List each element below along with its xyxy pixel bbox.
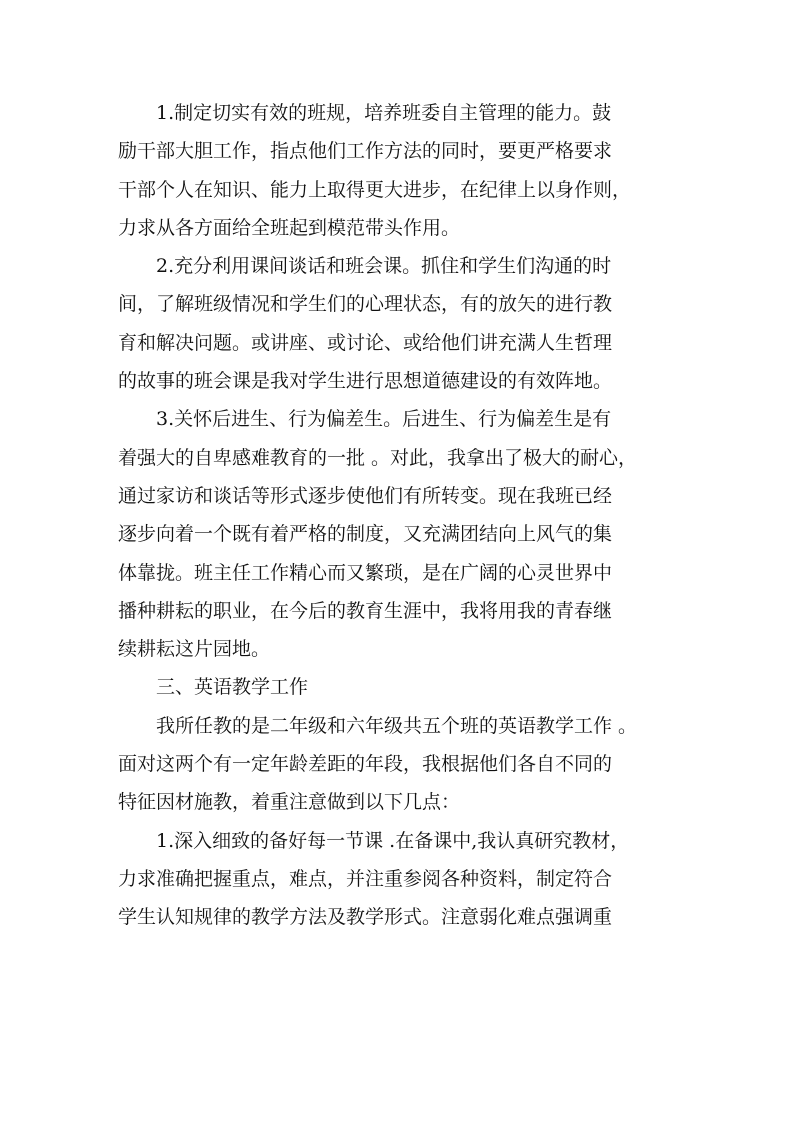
text-line: 逐步向着一个既有着严格的制度，又充满团结向上风气的集 xyxy=(118,523,613,546)
text-line: 体靠拢。班主任工作精心而又繁琐，是在广阔的心灵世界中 xyxy=(118,561,613,584)
text-line: 干部个人在知识、能力上取得更大进步，在纪律上以身作则， xyxy=(118,178,632,201)
text-line: 续耕耘这片园地。 xyxy=(118,638,271,661)
text-line: 学生认知规律的教学方法及教学形式。注意弱化难点强调重 xyxy=(118,906,613,929)
text-line: 励干部大胆工作，指点他们工作方法的同时，要更严格要求 xyxy=(118,140,613,163)
text-line: 3.关怀后进生、行为偏差生。后进生、行为偏差生是有 xyxy=(156,408,612,431)
text-line: 我所任教的是二年级和六年级共五个班的英语教学工作 。 xyxy=(156,714,638,737)
text-line: 1.制定切实有效的班规，培养班委自主管理的能力。鼓 xyxy=(156,102,612,124)
text-line: 通过家访和谈话等形式逐步使他们有所转变。现在我班已经 xyxy=(118,484,613,507)
text-line: 特征因材施教，着重注意做到以下几点： xyxy=(118,791,461,814)
text-line: 着强大的自卑感难教育的一批 。对此，我拿出了极大的耐心， xyxy=(118,446,638,469)
text-line: 的故事的班会课是我对学生进行思想道德建设的有效阵地。 xyxy=(118,370,613,393)
text-line: 育和解决问题。或讲座、或讨论、或给他们讲充满人生哲理 xyxy=(118,331,613,354)
text-line: 力求从各方面给全班起到模范带头作用。 xyxy=(118,216,461,239)
text-line: 1.深入细致的备好每一节课 .在备课中,我认真研究教材， xyxy=(156,829,630,852)
text-line: 2.充分利用课间谈话和班会课。抓住和学生们沟通的时 xyxy=(156,255,612,278)
text-line: 力求准确把握重点，难点，并注重参阅各种资料，制定符合 xyxy=(118,867,613,890)
section-heading: 三、英语教学工作 xyxy=(156,676,309,699)
text-line: 播种耕耘的职业，在今后的教育生涯中，我将用我的青春继 xyxy=(118,599,613,622)
document-body xyxy=(118,94,678,937)
text-line: 面对这两个有一定年龄差距的年段，我根据他们各自不同的 xyxy=(118,753,613,776)
text-line: 间，了解班级情况和学生们的心理状态，有的放矢的进行教 xyxy=(118,293,613,316)
